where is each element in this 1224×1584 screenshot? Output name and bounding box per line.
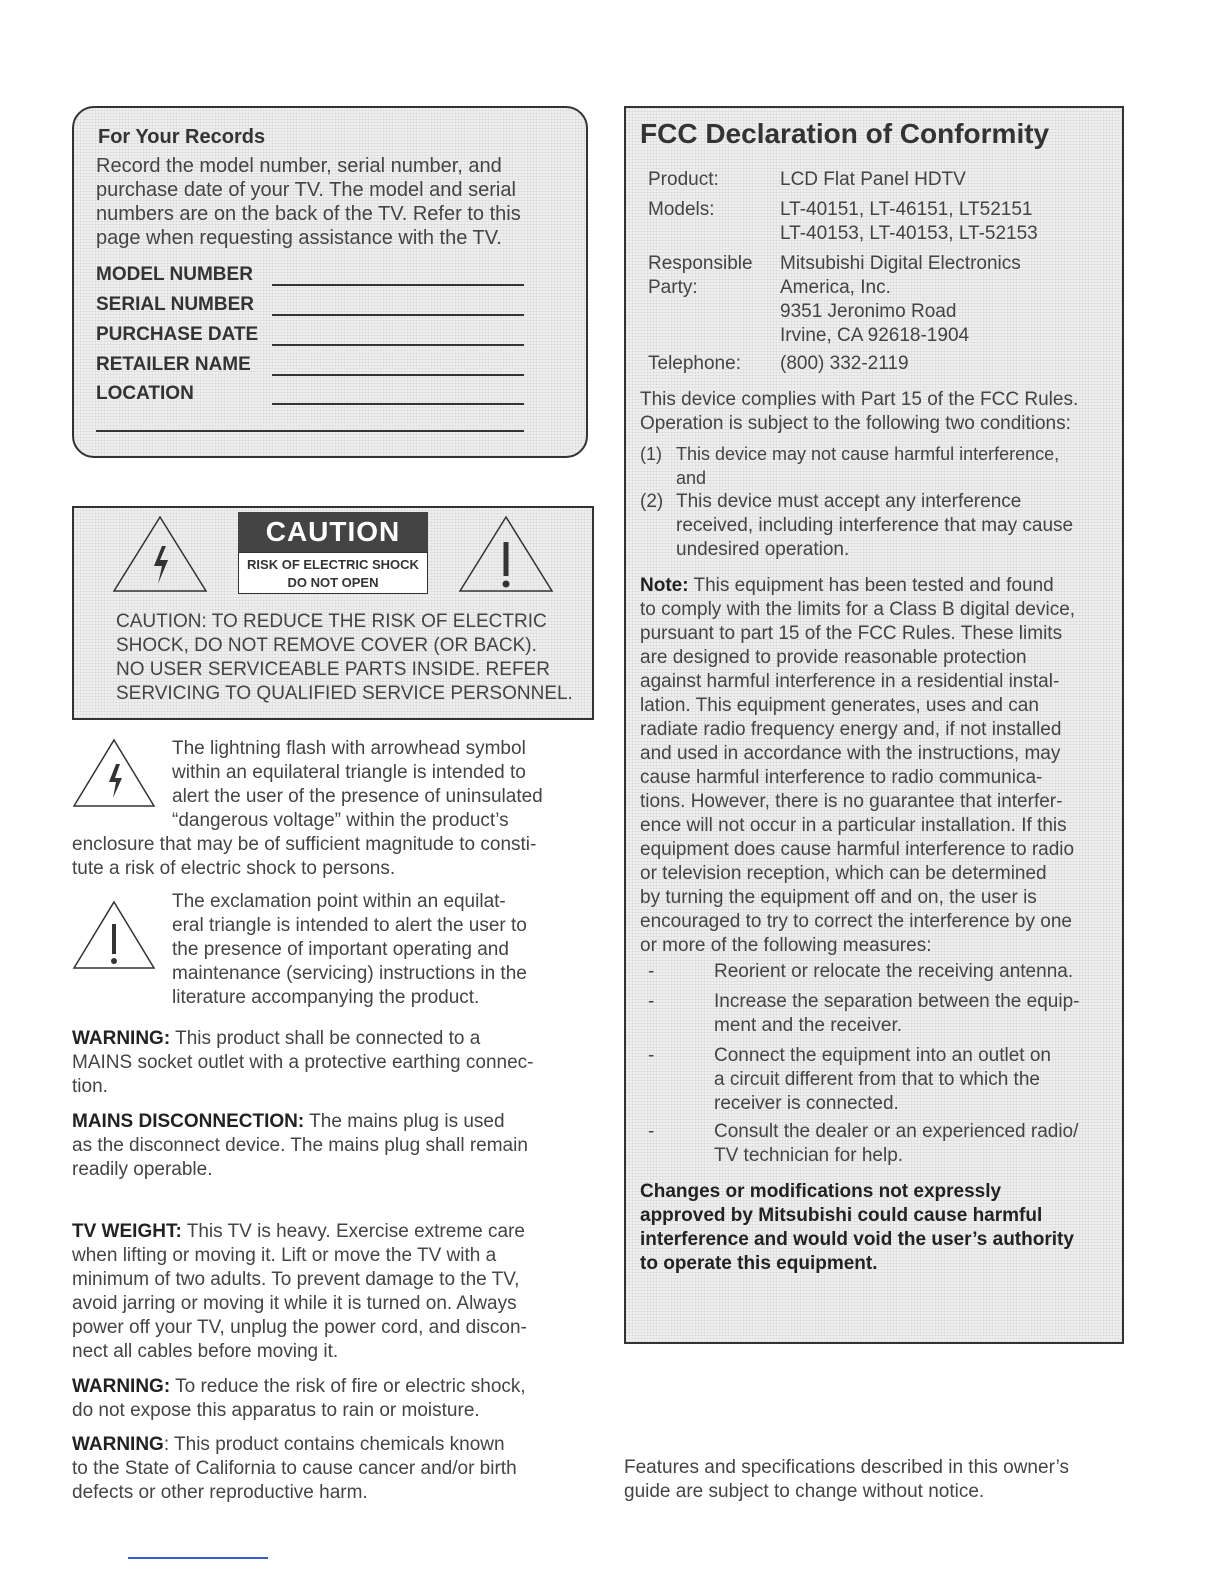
mains-disconnection [72, 1110, 572, 1182]
warning-moisture [72, 1375, 572, 1423]
models-value: LT-40153, LT-40153, LT-52153 [780, 223, 1038, 244]
fcc-note [640, 574, 1114, 958]
serial-number-label: SERIAL NUMBER [96, 294, 254, 315]
caution-subtitle-line: DO NOT OPEN [287, 575, 379, 590]
paragraph-line: are designed to provide reasonable protection [640, 647, 1027, 668]
paragraph-text: The mains plug is used [304, 1111, 505, 1132]
retailer-name-line[interactable] [272, 374, 524, 376]
party-value: Mitsubishi Digital Electronics [780, 253, 1021, 274]
paragraph-line: The lightning flash with arrowhead symbol [172, 738, 526, 759]
paragraph-text: To reduce the risk of fire or electric shock, [170, 1376, 526, 1397]
warning-label: WARNING: [72, 1376, 171, 1397]
lightning-explanation-cont [72, 833, 572, 881]
paragraph-line: to comply with the limits for a Class B digital device, [640, 599, 1076, 620]
party-label: Responsible [648, 253, 753, 274]
exclamation-explanation [172, 890, 572, 1010]
fcc-title: FCC Declaration of Conformity [640, 118, 1050, 149]
paragraph-line: guide are subject to change without notice. [624, 1481, 985, 1502]
telephone-value: (800) 332-2119 [780, 353, 909, 374]
retailer-name-label: RETAILER NAME [96, 354, 251, 375]
list-dash: - [648, 961, 655, 982]
paragraph-line: approved by Mitsubishi could cause harmful [640, 1205, 1043, 1226]
model-number-line[interactable] [272, 284, 524, 286]
paragraph-line: enclosure that may be of sufficient magnitude to consti- [72, 834, 537, 855]
paragraph-line: to the State of California to cause cancer and/or birth [72, 1458, 517, 1479]
paragraph-line: TV technician for help. [714, 1145, 904, 1166]
model-number-label: MODEL NUMBER [96, 264, 253, 285]
paragraph-line: The exclamation point within an equilat- [172, 891, 506, 912]
telephone-label: Telephone: [648, 353, 741, 374]
records-intro-line: numbers are on the back of the TV. Refer to this [96, 203, 521, 225]
paragraph-line: pursuant to part 15 of the FCC Rules. These limits [640, 623, 1063, 644]
party-label: Party: [648, 277, 698, 298]
footer-note [624, 1456, 1104, 1504]
caution-body-line: NO USER SERVICEABLE PARTS INSIDE. REFER [116, 659, 550, 680]
records-box [72, 106, 588, 458]
records-intro-line: page when requesting assistance with the TV. [96, 227, 502, 249]
divider [128, 1557, 268, 1559]
party-value: America, Inc. [780, 277, 891, 298]
paragraph-text: This product shall be connected to a [170, 1028, 481, 1049]
paragraph-line: and used in accordance with the instructions, may [640, 743, 1061, 764]
caution-body-line: SHOCK, DO NOT REMOVE COVER (OR BACK). [116, 635, 537, 656]
list-dash: - [648, 1045, 655, 1066]
condition-number: (1) [640, 444, 662, 464]
paragraph-line: This device must accept any interference [676, 491, 1022, 512]
paragraph-line: interference and would void the user’s authority [640, 1229, 1074, 1250]
paragraph-text: This equipment has been tested and found [688, 575, 1054, 596]
paragraph-line: do not expose this apparatus to rain or moisture. [72, 1400, 480, 1421]
exclamation-triangle-icon [72, 900, 156, 970]
tv-weight [72, 1220, 572, 1364]
condition-2 [640, 490, 1114, 562]
paragraph-line: nect all cables before moving it. [72, 1341, 339, 1362]
paragraph-line: eral triangle is intended to alert the user to [172, 915, 527, 936]
paragraph-line: This device complies with Part 15 of the FCC Rules. [640, 389, 1079, 410]
models-label: Models: [648, 199, 715, 220]
paragraph-line: undesired operation. [676, 539, 850, 560]
paragraph-line: within an equilateral triangle is intended to [172, 762, 526, 783]
paragraph-line: MAINS socket outlet with a protective earthing connec- [72, 1052, 534, 1073]
paragraph-line: a circuit different from that to which the [714, 1069, 1040, 1090]
product-label: Product: [648, 169, 719, 190]
paragraph-line: as the disconnect device. The mains plug shall remain [72, 1135, 528, 1156]
paragraph-line: radiate radio frequency energy and, if not installed [640, 719, 1062, 740]
condition-number: (2) [640, 491, 664, 512]
paragraph-line: lation. This equipment generates, uses and can [640, 695, 1039, 716]
purchase-date-line[interactable] [272, 344, 524, 346]
caution-box [72, 506, 594, 720]
records-intro-line: purchase date of your TV. The model and serial [96, 179, 516, 201]
paragraph-line: defects or other reproductive harm. [72, 1482, 368, 1503]
paragraph-line: Connect the equipment into an outlet on [714, 1045, 1051, 1066]
warning-california [72, 1433, 572, 1505]
caution-subtitle [238, 552, 428, 594]
paragraph-line: Consult the dealer or an experienced radio/ [714, 1121, 1079, 1142]
warning-label: MAINS DISCONNECTION: [72, 1111, 305, 1132]
paragraph-text: : This product contains chemicals known [163, 1434, 505, 1455]
complies-text [640, 388, 1114, 436]
paragraph-line: or television reception, which can be determined [640, 863, 1047, 884]
paragraph-line: tute a risk of electric shock to persons. [72, 858, 396, 879]
location-line[interactable] [272, 403, 524, 405]
paragraph-line: the presence of important operating and [172, 939, 509, 960]
lightning-triangle-icon [72, 738, 156, 808]
paragraph-line: Changes or modifications not expressly [640, 1181, 1002, 1202]
list-dash: - [648, 991, 655, 1012]
purchase-date-label: PURCHASE DATE [96, 324, 259, 345]
condition-text [676, 442, 1106, 490]
fcc-declaration-box [624, 106, 1124, 1344]
paragraph-line: literature accompanying the product. [172, 987, 480, 1008]
paragraph-line: minimum of two adults. To prevent damage to the TV, [72, 1269, 520, 1290]
caution-subtitle-line: RISK OF ELECTRIC SHOCK [247, 557, 419, 572]
paragraph-line: and [676, 468, 707, 488]
paragraph-line: equipment does cause harmful interference to radio [640, 839, 1075, 860]
paragraph-line: by turning the equipment off and on, the user is [640, 887, 1037, 908]
records-intro [96, 154, 546, 250]
models-value: LT-40151, LT-46151, LT52151 [780, 199, 1033, 220]
caution-body-line: CAUTION: TO REDUCE THE RISK OF ELECTRIC [116, 611, 547, 632]
location-label: LOCATION [96, 383, 194, 404]
paragraph-line: against harmful interference in a residential instal- [640, 671, 1060, 692]
paragraph-line: maintenance (servicing) instructions in the [172, 963, 527, 984]
caution-banner: CAUTION [238, 512, 428, 552]
paragraph-line: tion. [72, 1076, 108, 1097]
lightning-triangle-icon [110, 514, 210, 594]
warning-earthing [72, 1027, 572, 1099]
paragraph-line: cause harmful interference to radio communica- [640, 767, 1043, 788]
list-dash: - [648, 1121, 655, 1142]
paragraph-line: to operate this equipment. [640, 1253, 878, 1274]
paragraph-line: tions. However, there is no guarantee that interfer- [640, 791, 1063, 812]
paragraph-line: power off your TV, unplug the power cord, and discon- [72, 1317, 527, 1338]
note-label: Note: [640, 575, 689, 596]
paragraph-line: ence will not occur in a particular installation. If this [640, 815, 1067, 836]
caution-body [116, 610, 576, 706]
paragraph-line: This device may not cause harmful interference, [676, 444, 1060, 464]
records-title: For Your Records [98, 126, 266, 148]
paragraph-line: Operation is subject to the following two conditions: [640, 413, 1071, 434]
paragraph-line: ment and the receiver. [714, 1015, 902, 1036]
serial-number-line[interactable] [272, 314, 524, 316]
warning-label: WARNING: [72, 1028, 171, 1049]
paragraph-line: readily operable. [72, 1159, 213, 1180]
condition-text [676, 490, 1106, 562]
paragraph-text: This TV is heavy. Exercise extreme care [181, 1221, 525, 1242]
paragraph-line: Features and specifications described in this owner’s [624, 1457, 1069, 1478]
paragraph-line: or more of the following measures: [640, 935, 932, 956]
exclamation-triangle-icon [456, 514, 556, 594]
condition-1 [640, 442, 1114, 490]
paragraph-line: “dangerous voltage” within the product’s [172, 810, 509, 831]
paragraph-line: receiver is connected. [714, 1093, 899, 1114]
records-intro-line: Record the model number, serial number, and [96, 155, 502, 177]
paragraph-line: avoid jarring or moving it while it is turned on. Always [72, 1293, 517, 1314]
paragraph-line: encouraged to try to correct the interference by one [640, 911, 1072, 932]
location-line-2[interactable] [96, 430, 524, 432]
paragraph-line: when lifting or moving it. Lift or move the TV with a [72, 1245, 497, 1266]
caution-body-line: SERVICING TO QUALIFIED SERVICE PERSONNEL. [116, 683, 573, 704]
warning-label: TV WEIGHT: [72, 1221, 182, 1242]
product-value: LCD Flat Panel HDTV [780, 169, 966, 190]
lightning-explanation [172, 737, 572, 833]
paragraph-line: received, including interference that may cause [676, 515, 1074, 536]
party-value: 9351 Jeronimo Road [780, 301, 957, 322]
paragraph-line: alert the user of the presence of uninsulated [172, 786, 543, 807]
changes-warning [640, 1180, 1110, 1276]
party-value: Irvine, CA 92618-1904 [780, 325, 970, 346]
warning-label: WARNING [72, 1434, 164, 1455]
paragraph-line: Reorient or relocate the receiving antenna. [714, 961, 1074, 982]
paragraph-line: Increase the separation between the equip- [714, 991, 1080, 1012]
